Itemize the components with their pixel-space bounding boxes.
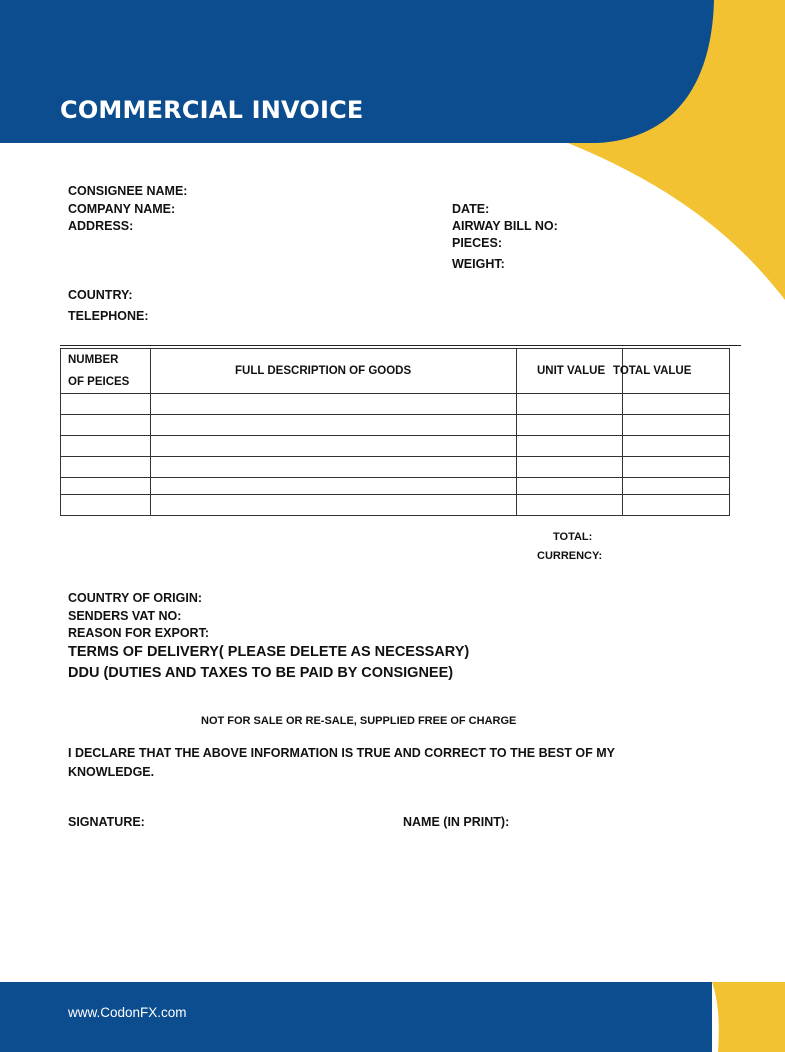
page-title: COMMERCIAL INVOICE xyxy=(60,96,364,124)
table-row xyxy=(61,457,730,478)
declaration-line1: I DECLARE THAT THE ABOVE INFORMATION IS TRUE AND CORRECT TO THE BEST OF MY xyxy=(68,746,615,760)
company-name-label: COMPANY NAME: xyxy=(68,202,176,216)
total-label: TOTAL: xyxy=(553,531,593,543)
table-cell[interactable] xyxy=(151,495,517,516)
table-cell[interactable] xyxy=(623,457,730,478)
col-unit-value-label: UNIT VALUE xyxy=(537,365,606,377)
col-unit-value xyxy=(517,349,623,394)
table-cell[interactable] xyxy=(517,478,623,495)
reason-for-export-label: REASON FOR EXPORT: xyxy=(68,626,209,640)
col-number-line2: OF PEICES xyxy=(68,376,130,388)
name-in-print-label: NAME (IN PRINT): xyxy=(403,815,510,829)
table-cell[interactable] xyxy=(623,478,730,495)
currency-label: CURRENCY: xyxy=(537,550,603,562)
telephone-label: TELEPHONE: xyxy=(68,309,149,323)
goods-table-header xyxy=(61,349,730,394)
table-cell[interactable] xyxy=(623,394,730,415)
col-description xyxy=(151,349,517,394)
terms-of-delivery-label: TERMS OF DELIVERY( PLEASE DELETE AS NECESSARY) xyxy=(68,644,470,660)
consignee-name-label: CONSIGNEE NAME: xyxy=(68,184,188,198)
table-cell[interactable] xyxy=(517,436,623,457)
signature-label: SIGNATURE: xyxy=(68,815,145,829)
country-label: COUNTRY: xyxy=(68,288,133,302)
address-label: ADDRESS: xyxy=(68,219,134,233)
table-cell[interactable] xyxy=(623,415,730,436)
airway-bill-label: AIRWAY BILL NO: xyxy=(452,219,558,233)
table-cell[interactable] xyxy=(151,436,517,457)
country-of-origin-label: COUNTRY OF ORIGIN: xyxy=(68,591,203,605)
bottom-yellow-corner xyxy=(712,982,785,1052)
senders-vat-label: SENDERS VAT NO: xyxy=(68,609,182,623)
table-cell[interactable] xyxy=(61,436,151,457)
table-row xyxy=(61,436,730,457)
table-row xyxy=(61,415,730,436)
website-link[interactable]: www.CodonFX.com xyxy=(68,1005,187,1020)
table-row xyxy=(61,394,730,415)
table-cell[interactable] xyxy=(61,415,151,436)
table-row xyxy=(61,478,730,495)
table-cell[interactable] xyxy=(517,415,623,436)
table-cell[interactable] xyxy=(61,457,151,478)
goods-table xyxy=(60,348,730,516)
table-cell[interactable] xyxy=(61,495,151,516)
table-cell[interactable] xyxy=(151,394,517,415)
table-cell[interactable] xyxy=(61,478,151,495)
pieces-label: PIECES: xyxy=(452,236,503,250)
divider xyxy=(60,345,741,346)
table-cell[interactable] xyxy=(517,495,623,516)
declaration-line2: KNOWLEDGE. xyxy=(68,765,155,779)
weight-label: WEIGHT: xyxy=(452,257,505,271)
table-cell[interactable] xyxy=(61,394,151,415)
table-row xyxy=(61,495,730,516)
date-label: DATE: xyxy=(452,202,490,216)
table-cell[interactable] xyxy=(151,478,517,495)
table-cell[interactable] xyxy=(517,394,623,415)
col-total-value xyxy=(613,349,730,394)
col-number-line1: NUMBER xyxy=(68,354,119,366)
table-cell[interactable] xyxy=(623,495,730,516)
col-total-value-label: TOTAL VALUE xyxy=(613,365,692,377)
table-cell[interactable] xyxy=(151,457,517,478)
col-number-of-pieces xyxy=(61,349,151,394)
table-cell[interactable] xyxy=(623,436,730,457)
free-of-charge-notice: NOT FOR SALE OR RE-SALE, SUPPLIED FREE OF CHARGE xyxy=(201,715,517,727)
table-cell[interactable] xyxy=(151,415,517,436)
table-cell[interactable] xyxy=(517,457,623,478)
ddu-label: DDU (DUTIES AND TAXES TO BE PAID BY CONSIGNEE) xyxy=(68,665,454,681)
col-description-label: FULL DESCRIPTION OF GOODS xyxy=(235,365,412,377)
